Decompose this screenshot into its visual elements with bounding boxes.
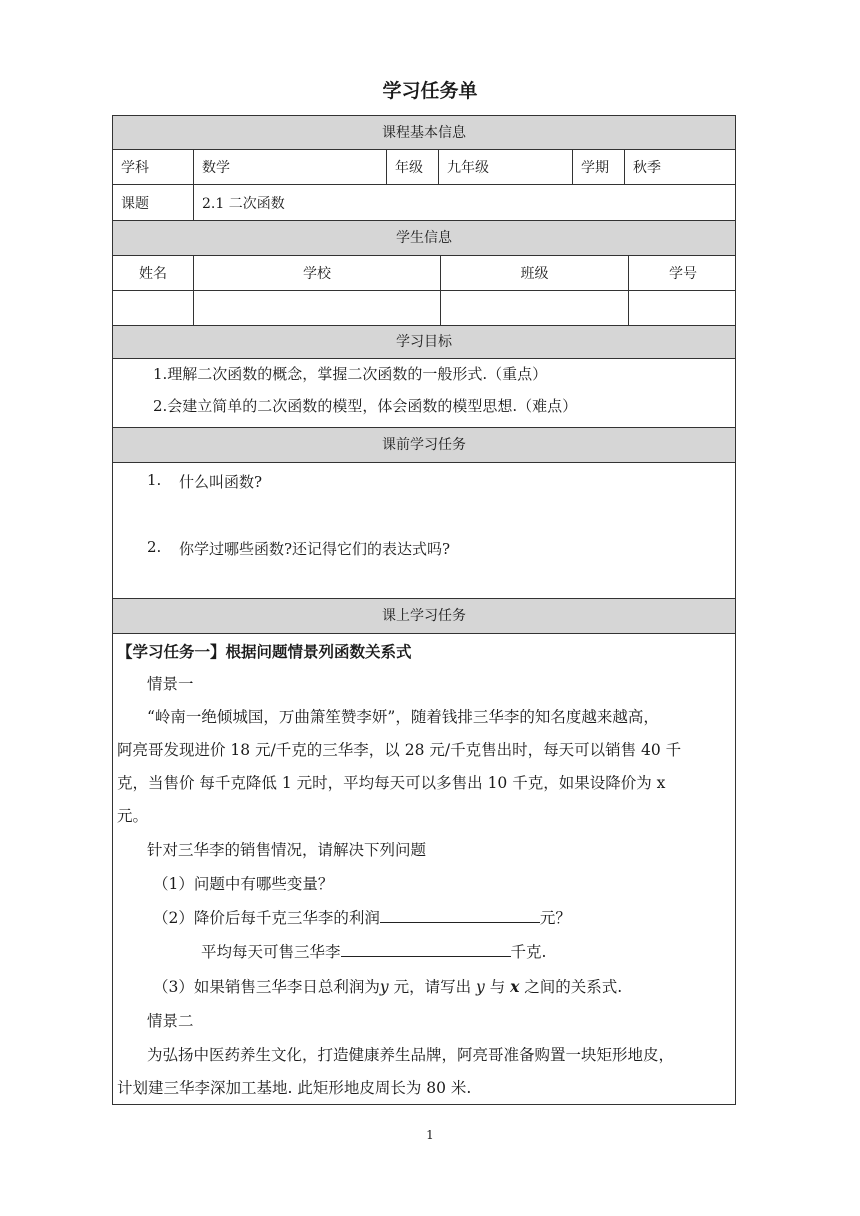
pre-class-num-1: 1. — [147, 471, 162, 489]
student-columns-row — [113, 256, 735, 291]
subject-label: 学科 — [113, 150, 194, 184]
pre-class-header-label: 课前学习任务 — [382, 437, 466, 453]
question-3-part-d: 之间的关系式. — [519, 978, 623, 996]
question-1: （1）问题中有哪些变量？ — [153, 875, 334, 893]
scenario2-label: 情景二 — [147, 1012, 194, 1030]
course-info-row — [113, 150, 735, 185]
question-2a-prefix: （2）降价后每千克三华李的利润 — [153, 909, 380, 927]
scenario2-line-1: 为弘扬中医药养生文化，打造健康养生品牌，阿亮哥准备购置一块矩形地皮， — [147, 1046, 675, 1064]
course-info-header-label: 课程基本信息 — [382, 125, 466, 141]
question-3 — [153, 977, 622, 997]
term-label: 学期 — [573, 150, 625, 184]
question-2b — [201, 942, 546, 962]
objective-item-1: 1.理解二次函数的概念，掌握二次函数的一般形式.（重点） — [153, 365, 548, 383]
question-2a — [153, 908, 571, 928]
in-class-header — [113, 599, 735, 634]
scenario1-line-2: 阿亮哥发现进价 18 元/千克的三华李，以 28 元/千克售出时，每天可以销售 40 千 — [117, 741, 682, 759]
objectives-header — [113, 326, 735, 359]
task1-title: 【学习任务一】根据问题情景列函数关系式 — [117, 643, 412, 661]
pre-class-num-2: 2. — [147, 538, 162, 556]
solve-prompt: 针对三华李的销售情况，请解决下列问题 — [147, 841, 427, 859]
daily-sales-blank[interactable] — [341, 942, 511, 957]
topic-value: 2.1 二次函数 — [202, 195, 285, 212]
question-2b-suffix: 千克. — [510, 943, 547, 961]
scenario1-line-4: 元。 — [117, 807, 149, 825]
pre-class-body — [113, 463, 735, 599]
page-number: 1 — [426, 1128, 434, 1142]
objectives-header-label: 学习目标 — [396, 334, 452, 350]
question-3-part-a: （3）如果销售三华李日总利润为 — [153, 978, 380, 996]
question-3-part-c: 与 — [484, 978, 511, 996]
variable-x: x — [510, 977, 520, 996]
pre-class-question-2: 你学过哪些函数?还记得它们的表达式吗? — [179, 540, 451, 558]
question-2b-prefix: 平均每天可售三华李 — [201, 943, 341, 961]
student-id-field[interactable] — [629, 291, 737, 325]
term-value: 秋季 — [633, 160, 661, 176]
in-class-body — [113, 634, 735, 1104]
student-class-field[interactable] — [441, 291, 629, 325]
objectives-body — [113, 359, 735, 428]
scenario1-label: 情景一 — [147, 675, 194, 693]
task-sheet-table — [112, 115, 736, 1105]
student-class-header: 班级 — [441, 256, 629, 290]
grade-value: 九年级 — [439, 150, 573, 184]
objective-item-2: 2.会建立简单的二次函数的模型，体会函数的模型思想.（难点） — [153, 397, 578, 415]
student-school-header: 学校 — [194, 256, 441, 290]
course-info-header — [113, 116, 735, 150]
page-title: 学习任务单 — [382, 80, 478, 102]
variable-y: y — [379, 978, 389, 996]
student-school-field[interactable] — [194, 291, 441, 325]
topic-row — [113, 185, 735, 221]
student-id-header: 学号 — [669, 266, 697, 282]
variable-y-2: y — [476, 978, 485, 996]
student-name-field[interactable] — [113, 291, 194, 325]
scenario1-line-3: 克，当售价 每千克降低 1 元时，平均每天可以多售出 10 千克，如果设降价为 x — [117, 774, 666, 792]
scenario2-line-2: 计划建三华李深加工基地. 此矩形地皮周长为 80 米. — [117, 1079, 472, 1097]
subject-value: 数学 — [194, 150, 387, 184]
student-info-header — [113, 221, 735, 256]
grade-label: 年级 — [387, 150, 439, 184]
pre-class-question-1: 什么叫函数? — [179, 473, 263, 491]
question-3-part-b: 元，请写出 — [388, 978, 476, 996]
profit-per-kg-blank[interactable] — [380, 908, 540, 923]
in-class-header-label: 课上学习任务 — [382, 608, 466, 624]
question-2a-suffix: 元？ — [539, 909, 571, 927]
student-info-header-label: 学生信息 — [396, 230, 452, 246]
topic-label: 课题 — [113, 185, 194, 220]
student-name-header: 姓名 — [113, 256, 194, 290]
scenario1-line-1: “岭南一绝倾城国，万曲箫笙赞李妍”，随着钱排三华李的知名度越来越高， — [147, 708, 659, 726]
student-entry-row — [113, 291, 735, 326]
pre-class-header — [113, 428, 735, 463]
